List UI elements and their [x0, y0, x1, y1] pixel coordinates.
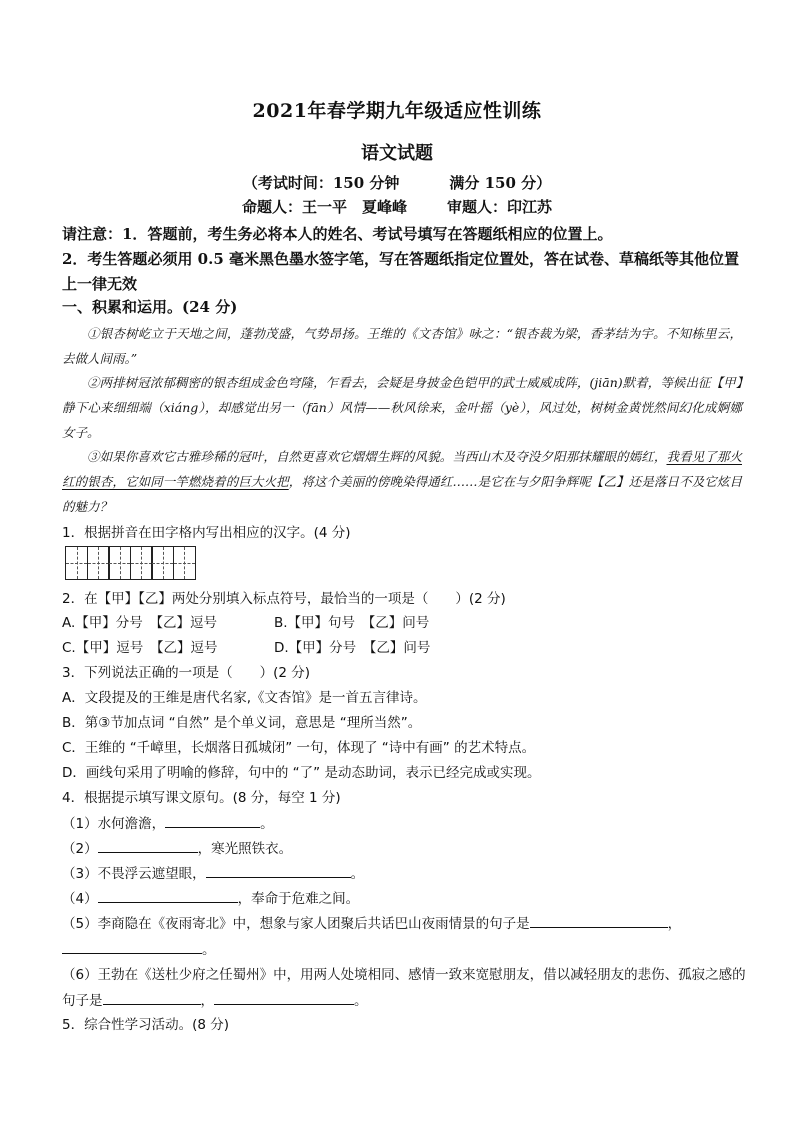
question-4: 4．根据提示填写课文原句。(8 分，每空 1 分)	[62, 790, 341, 806]
passage-paragraph-3	[62, 444, 742, 519]
passage-paragraph-1: ①银杏树屹立于天地之间，蓬勃茂盛，气势昂扬。王维的《文杏馆》咏之：“银杏裁为梁，香茅结为宇。不知栋里云，去做人间雨。”	[62, 326, 742, 366]
q2-option-d: D.【甲】分号 【乙】问号	[274, 640, 431, 656]
q3-option-a: A．文段提及的王维是唐代名家,《文杏馆》是一首五言律诗。	[62, 690, 427, 706]
q3-option-b: B．第③节加点词 “自然” 是个单义词，意思是 “理所当然”。	[62, 715, 422, 731]
tian-cell[interactable]	[173, 546, 196, 580]
q3-option-d: D．画线句采用了明喻的修辞，句中的 “了” 是动态助词，表示已经完成或实现。	[62, 765, 541, 781]
passage-paragraph-2: ②两排树冠浓郁稠密的银杏组成金色穹隆，乍看去，会疑是身披金色铠甲的武士威威成阵，(jiān)默着，等候出征【甲】静下心来细细端（xiáng），却感觉出另一（fān）风情——秋风徐来，金叶摇（yè），风过处，树树金黄恍然间幻化成婀娜女子。	[62, 375, 742, 440]
passage-p3-c: ，将这个美丽的傍晚染得通红……是它在与夕阳争辉呢【乙】还是落日不及它炫目的魅力？	[62, 474, 742, 514]
author: 命题人：王一平 夏峰峰	[241, 198, 407, 216]
question-1: 1．根据拼音在田字格内写出相应的汉字。(4 分)	[62, 525, 351, 541]
exam-time: （考试时间：150 分钟	[242, 174, 400, 192]
passage-p3-a: ③如果你喜欢它古雅珍稀的冠叶，自然更喜欢它熠熠生辉的风貌。当西山木及夺没夕阳那抹耀眼的嫣红，	[87, 449, 667, 464]
notice-line-1: 请注意：1．答题前，考生务必将本人的姓名、考试号填写在答题纸相应的位置上。	[62, 225, 613, 243]
exam-authors	[0, 196, 794, 217]
tian-cell[interactable]	[87, 546, 110, 580]
tian-grid	[65, 546, 194, 580]
answer-blank[interactable]	[165, 811, 260, 828]
q2-options-row-2	[62, 636, 430, 661]
underlined-sentence: 我看见了那火红的银杏，它如同一竿燃烧着的巨大火把	[62, 449, 742, 489]
answer-blank[interactable]	[530, 911, 668, 928]
q4-item-5: （5）李商隐在《夜雨寄北》中，想象与家人团聚后共话巴山夜雨情景的句子是 ， 。	[62, 911, 752, 963]
section-heading: 一、积累和运用。(24 分)	[62, 298, 238, 316]
q2-option-b: B.【甲】句号 【乙】问号	[274, 615, 430, 631]
tian-cell[interactable]	[130, 546, 153, 580]
answer-blank[interactable]	[62, 937, 202, 954]
notice-line-2: 2．考生答题必须用 0.5 毫米黑色墨水签字笔，写在答题纸指定位置处，答在试卷、草稿纸等其他位置上一律无效	[62, 250, 739, 293]
q2-option-a: A.【甲】分号 【乙】逗号	[62, 615, 218, 631]
tian-cell[interactable]	[151, 546, 174, 580]
tian-cell[interactable]	[65, 546, 88, 580]
question-2: 2．在【甲】【乙】两处分别填入标点符号，最恰当的一项是（ ）(2 分)	[62, 591, 506, 607]
full-score: 满分 150 分）	[449, 174, 552, 192]
exam-info	[0, 172, 794, 193]
answer-blank[interactable]	[214, 988, 354, 1005]
question-5: 5．综合性学习活动。(8 分)	[62, 1017, 230, 1033]
answer-blank[interactable]	[206, 861, 351, 878]
q4-item-3: （3）不畏浮云遮望眼， 。	[62, 861, 752, 887]
reviewer: 审题人：印江苏	[447, 198, 553, 216]
exam-title: 2021年春学期九年级适应性训练	[252, 100, 542, 122]
q4-item-6: （6）王勃在《送杜少府之任蜀州》中，用两人处境相同、感情一致来宽慰朋友，借以减轻朋友的悲伤、孤寂之感的句子是 ， 。	[62, 967, 746, 1009]
answer-blank[interactable]	[98, 836, 198, 853]
answer-blank[interactable]	[98, 886, 238, 903]
q4-item-1: （1）水何澹澹， 。	[62, 811, 752, 837]
q3-option-c: C．王维的 “千嶂里，长烟落日孤城闭” 一句，体现了 “诗中有画” 的艺术特点。	[62, 740, 536, 756]
q4-item-4: （4） ，奉命于危难之间。	[62, 886, 752, 912]
q2-option-c: C.【甲】逗号 【乙】逗号	[62, 640, 218, 656]
answer-blank[interactable]	[103, 988, 201, 1005]
question-3: 3．下列说法正确的一项是（ ）(2 分)	[62, 665, 311, 681]
q2-options-row-1	[62, 611, 429, 636]
tian-cell[interactable]	[108, 546, 131, 580]
subject-title: 语文试题	[361, 143, 433, 164]
q4-item-2: （2） ，寒光照铁衣。	[62, 836, 752, 862]
